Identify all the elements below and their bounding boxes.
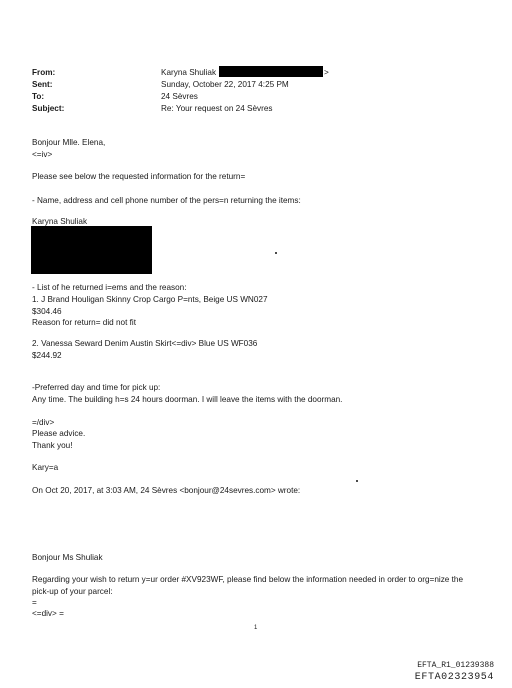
sent-value: Sunday, October 22, 2017 4:25 PM: [161, 80, 289, 89]
div-artifact-3: <=div> =: [32, 609, 64, 618]
item-1-description: 1. J Brand Houligan Skinny Crop Cargo P=nts, Beige US WN027: [32, 295, 268, 304]
advice-line: Please advice.: [32, 429, 86, 438]
to-label: To:: [32, 92, 45, 101]
redaction-from-email: [219, 66, 323, 77]
subject-value: Re: Your request on 24 Sèvres: [161, 104, 273, 113]
pickup-text: Any time. The building h=s 24 hours doorman. I will leave the items with the doorman.: [32, 395, 343, 404]
item-2-description: 2. Vanessa Seward Denim Austin Skirt<=div> Blue US WF036: [32, 339, 258, 348]
signoff: Kary=a: [32, 463, 59, 472]
item-2-price: $244.92: [32, 351, 62, 360]
stray-mark: [275, 252, 277, 254]
intro-line: Please see below the requested information for the return=: [32, 172, 246, 181]
name-request-line: - Name, address and cell phone number of the pers=n returning the items:: [32, 196, 301, 205]
from-tail: >: [324, 68, 329, 77]
items-list-heading: - List of he returned i=ems and the reason:: [32, 283, 187, 292]
stray-mark-2: [356, 480, 358, 482]
sent-label: Sent:: [32, 80, 53, 89]
regarding-line-2: pick-up of your parcel:: [32, 587, 113, 596]
footer-ref-1: EFTA_R1_01239388: [417, 661, 494, 670]
item-1-reason: Reason for return= did not fit: [32, 318, 136, 327]
from-label: From:: [32, 68, 56, 77]
sender-name: Karyna Shuliak: [32, 217, 88, 226]
div-artifact-1: <=iv>: [32, 150, 53, 159]
equals-artifact: =: [32, 598, 37, 607]
greeting-2: Bonjour Ms Shuliak: [32, 553, 103, 562]
thanks-line: Thank you!: [32, 441, 73, 450]
regarding-line-1: Regarding your wish to return y=ur order #XV923WF, please find below the information needed in order to org=nize the: [32, 575, 464, 584]
redaction-address-block: [31, 226, 152, 274]
page-number: 1: [254, 625, 258, 631]
pickup-heading: -Preferred day and time for pick up:: [32, 383, 161, 392]
quoted-header: On Oct 20, 2017, at 3:03 AM, 24 Sèvres <bonjour@24sevres.com> wrote:: [32, 486, 301, 495]
footer-ref-2: EFTA02323954: [414, 672, 494, 683]
div-artifact-2: =/div>: [32, 418, 55, 427]
item-1-price: $304.46: [32, 307, 62, 316]
subject-label: Subject:: [32, 104, 65, 113]
greeting: Bonjour Mlle. Elena,: [32, 138, 106, 147]
to-value: 24 Sèvres: [161, 92, 198, 101]
from-value: Karyna Shuliak: [161, 68, 217, 77]
